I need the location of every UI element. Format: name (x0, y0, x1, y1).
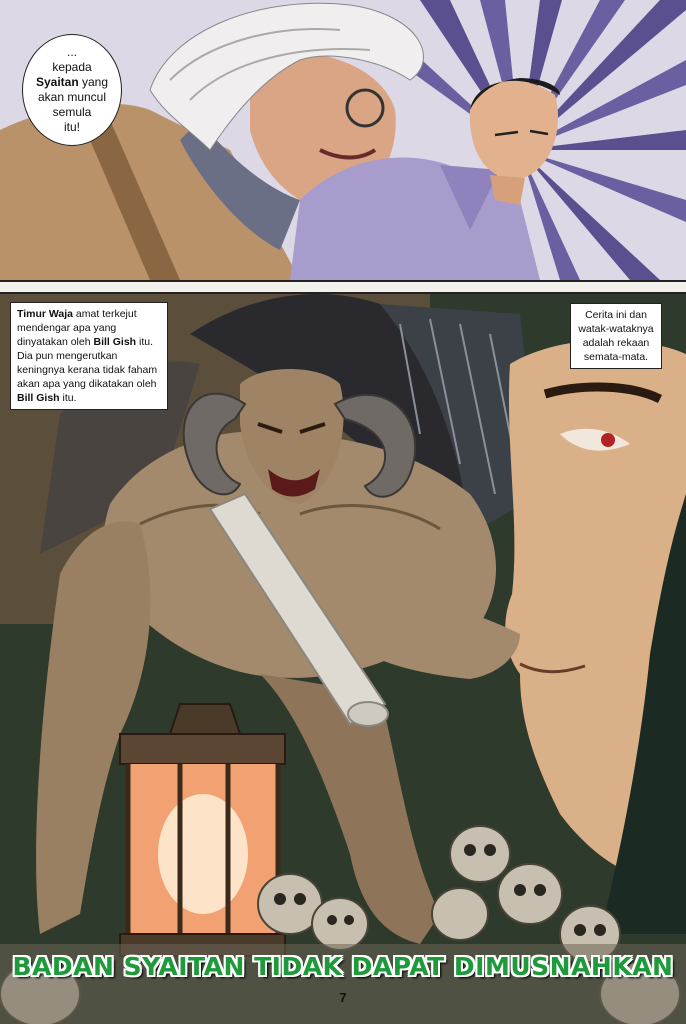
bubble-line-3-rest: yang (78, 75, 109, 89)
bubble-line-6: itu! (63, 120, 80, 134)
top-panel (0, 0, 686, 280)
lantern (120, 704, 285, 956)
speech-bubble (22, 34, 122, 146)
bubble-line-4: akan muncul (37, 90, 107, 104)
page-number: 7 (339, 990, 347, 1005)
disclaimer-caption: Cerita ini dan watak-wataknya adalah rekaan semata-mata. (570, 303, 662, 369)
caption-text-1: amat terkejut mendengar apa yang dinyatakan oleh (17, 308, 137, 348)
panel-gutter (0, 280, 686, 294)
bubble-line-3 (36, 75, 108, 90)
main-panel (0, 294, 686, 1024)
top-panel-artwork (0, 0, 686, 280)
narration-caption-left (10, 302, 168, 410)
caption-name-bill-gish-2: Bill Gish (17, 392, 60, 404)
bubble-line-5: semula (52, 105, 92, 119)
bubble-line-1: ... (66, 45, 77, 59)
chapter-title: BADAN SYAITAN TIDAK DAPAT DIMUSNAHKAN (12, 951, 674, 981)
caption-name-timur-waja: Timur Waja (17, 308, 74, 320)
caption-text-3: itu. (59, 392, 77, 404)
caption-name-bill-gish-1: Bill Gish (93, 336, 137, 348)
bubble-name-syaitan: Syaitan (35, 75, 79, 89)
bubble-line-2: kepada (52, 60, 92, 74)
caption-text-2: itu. Dia pun mengerutkan keningnya kerana tidak faham akan apa yang dikatakan oleh (17, 336, 158, 390)
